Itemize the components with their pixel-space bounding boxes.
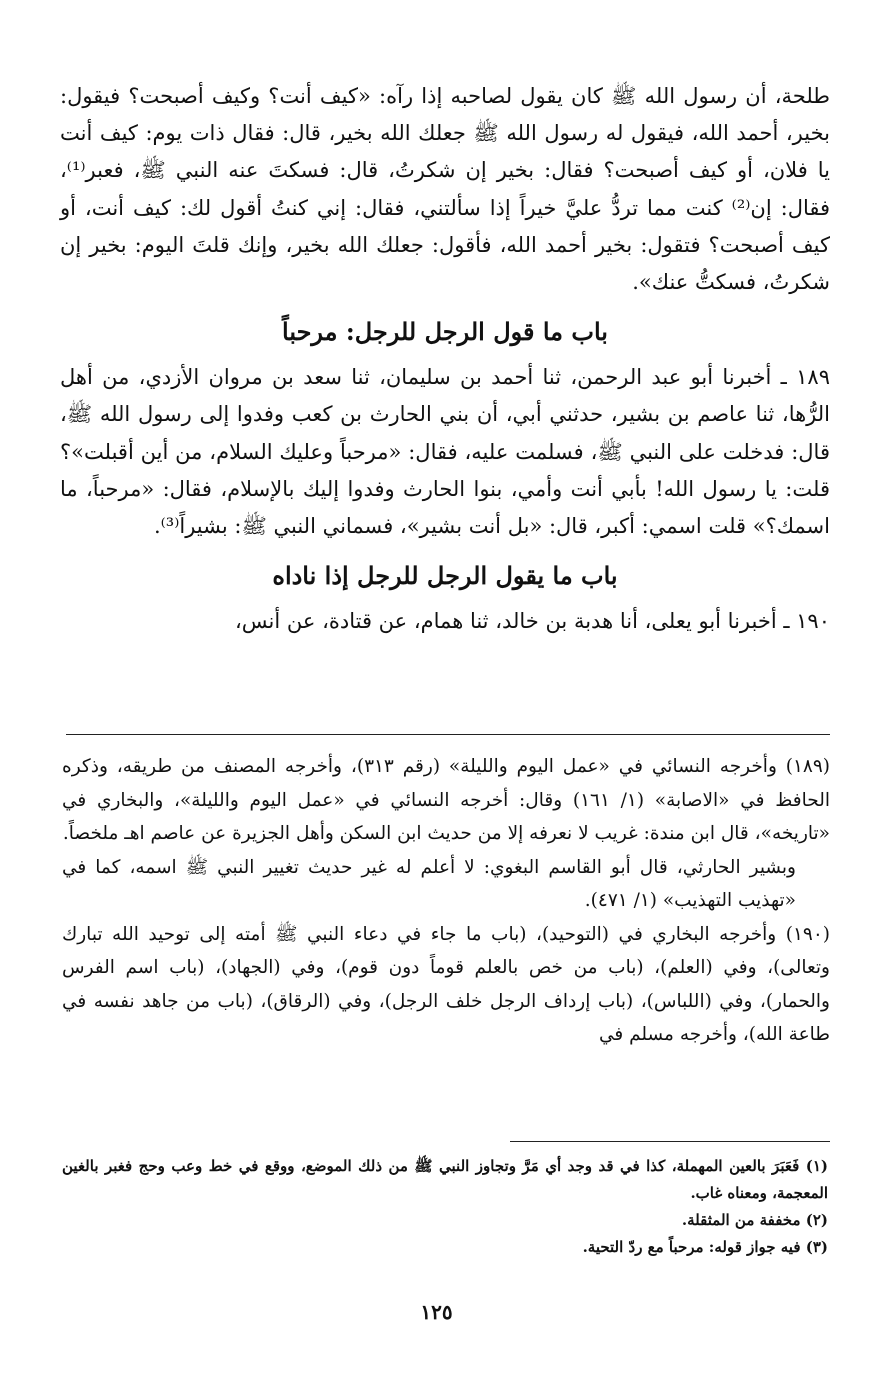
divider xyxy=(66,734,830,735)
footnote: (٣) فيه جواز قوله: مرحباً مع ردّ التحية. xyxy=(582,1238,828,1256)
hadith-paragraph: ١٨٩ ـ أخبرنا أبو عبد الرحمن، ثنا أحمد بن سليمان، ثنا سعد بن مروان الأزدي، من أهل الرُّها، ثنا عاصم بن بشير، حدثني أبي، أن بني الحارث بن كعب وفدوا إلى رسول الله ﷺ، قال: فدخلت على النبي ﷺ، فسلمت عليه، فقال: «مرحباً وعليك السلام، من أين أقبلت»؟ قلت: يا رسول الله! بأبي أنت وأمي، بنوا الحارث وفدوا إليك بالإسلام، فقال: «مرحباً، ما اسمك؟» قلت اسمي: أكبر، قال: «بل أنت بشير»، فسماني النبي ﷺ: بشيراً⁽³⁾. xyxy=(60,365,830,539)
hadith-paragraph: ١٩٠ ـ أخبرنا أبو يعلى، أنا هدبة بن خالد، ثنا همام، عن قتادة، عن أنس، xyxy=(235,609,830,634)
note-paragraph: وبشير الحارثي، قال أبو القاسم البغوي: لا أعلم له غير حديث تغيير النبي ﷺ اسمه، كما في «تهذيب التهذيب» (١/ ٤٧١). xyxy=(62,856,796,911)
note-paragraph: (١٩٠) وأخرجه البخاري في (التوحيد)، (باب ما جاء في دعاء النبي ﷺ أمته إلى توحيد الله تبارك وتعالى)، وفي (العلم)، (باب من خص بالعلم قوماً دون قوم)، وفي (الجهاد)، (باب اسم الفرس والحمار)، وفي (اللباس)، (باب إرداف الرجل خلف الرجل)، وفي (الرقاق)، (باب من جاهد نفسه في طاعة الله)، وأخرجه مسلم في xyxy=(62,923,830,1045)
footnote-divider xyxy=(510,1141,830,1142)
chapter-heading: باب ما يقول الرجل للرجل إذا ناداه xyxy=(272,561,618,591)
footnote: (١) فَعَبَرَ بالعين المهملة، كذا في قد وجد أي مَرَّ وتجاوز النبي ﷺ من ذلك الموضع، ووقع في خط وعب وحج فغبر بالغين المعجمة، ومعناه غاب. xyxy=(62,1157,828,1202)
main-text xyxy=(60,78,830,640)
footnote: (٢) مخففة من المثقلة. xyxy=(681,1211,828,1229)
footnotes xyxy=(62,1153,828,1261)
page-number: ١٢٥ xyxy=(420,1300,453,1324)
takhrij-notes xyxy=(62,750,830,1052)
note-paragraph: (١٨٩) وأخرجه النسائي في «عمل اليوم والليلة» (رقم ٣١٣)، وأخرجه المصنف من طريقه، وذكره الحافظ في «الاصابة» (١/ ١٦١) وقال: أخرجه النسائي في «عمل اليوم والليلة»، والبخاري في «تاريخه»، قال ابن مندة: غريب لا نعرفه إلا من حديث ابن السكن وأهل الجزيرة عن عاصم اهـ ملخصاً. xyxy=(62,756,830,844)
hadith-paragraph: طلحة، أن رسول الله ﷺ كان يقول لصاحبه إذا رآه: «كيف أنت؟ وكيف أصبحت؟ فيقول: بخير، أحمد الله، فيقول له رسول الله ﷺ جعلك الله بخير، قال: فقال ذات يوم: كيف أنت يا فلان، أو كيف أصبحت؟ فقال: بخير إن شكرتُ، قال: فسكتَ عنه النبي ﷺ، فعبر⁽¹⁾، فقال: إن⁽²⁾ كنت مما تردُّ عليَّ خيراً إذا سألتني، فقال: إني كنتُ أقول لك: كيف أنت، أو كيف أصبحت؟ فتقول: بخير أحمد الله، فأقول: جعلك الله بخير، وإنك قلتَ اليوم: بخير إن شكرتُ، فسكتُّ عنك». xyxy=(60,84,831,295)
chapter-heading: باب ما قول الرجل للرجل: مرحباً xyxy=(282,317,608,347)
